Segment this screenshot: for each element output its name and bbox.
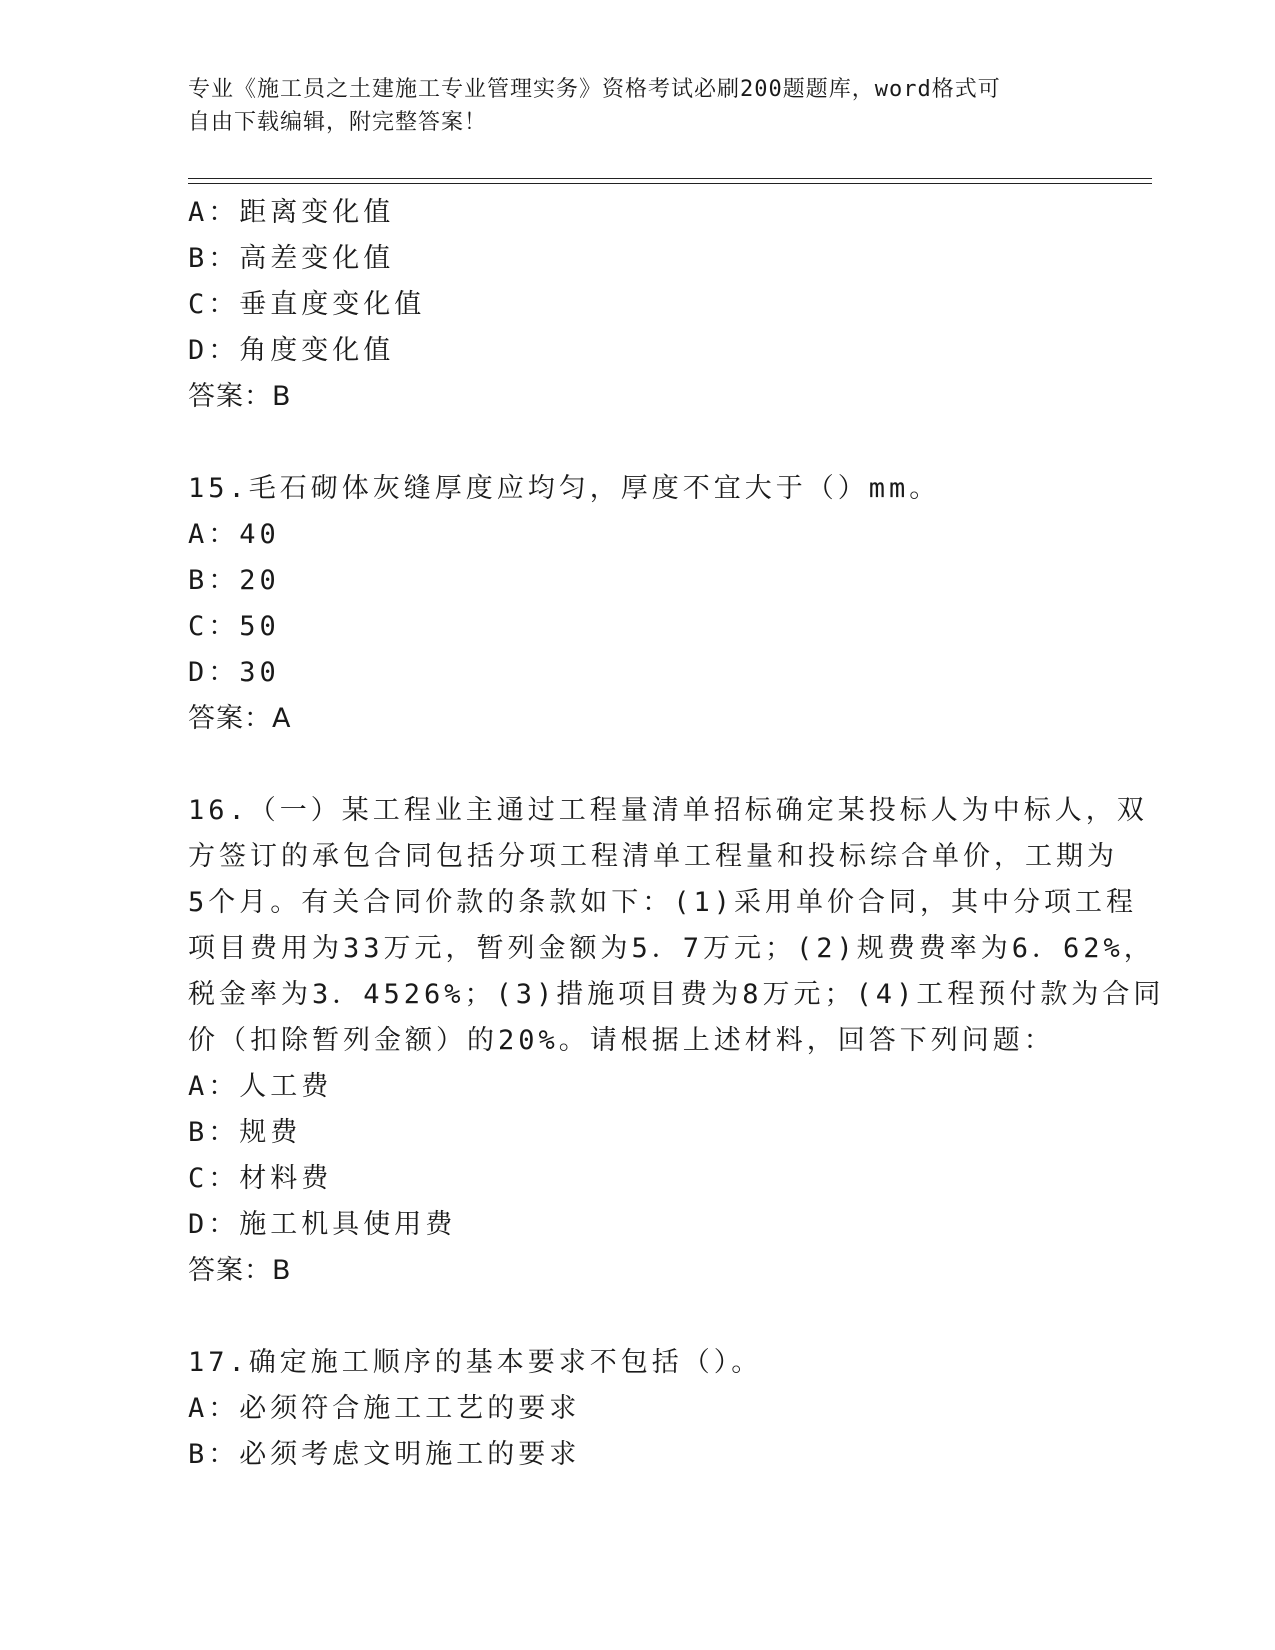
option-c: C：50 <box>188 611 280 642</box>
option-b: B：20 <box>188 565 280 596</box>
answer: 答案：A <box>188 703 292 734</box>
header-divider-bottom <box>188 183 1152 184</box>
stem-line: 价（扣除暂列金额）的20%。请根据上述材料，回答下列问题： <box>188 1025 1055 1056</box>
header-line-2: 自由下载编辑，附完整答案！ <box>188 110 488 135</box>
header-line-1: 专业《施工员之土建施工专业管理实务》资格考试必刷200题题库，word格式可 <box>188 77 1001 102</box>
option-a: A：必须符合施工工艺的要求 <box>188 1393 581 1424</box>
document-header <box>188 73 1088 139</box>
option-c: C：材料费 <box>188 1163 333 1194</box>
stem-line: 16.（一）某工程业主通过工程量清单招标确定某投标人为中标人，双 <box>188 795 1148 826</box>
stem-line: 税金率为3．4526%；(3)措施项目费为8万元；(4)工程预付款为合同 <box>188 979 1165 1010</box>
question-stem <box>188 788 1165 1064</box>
spacer <box>188 742 1088 788</box>
option-c: C：垂直度变化值 <box>188 289 426 320</box>
question-15 <box>188 466 1088 742</box>
question-14 <box>188 190 1088 420</box>
answer: 答案：B <box>188 381 292 412</box>
answer: 答案：B <box>188 1255 292 1286</box>
option-d: D：角度变化值 <box>188 335 395 366</box>
question-stem: 17.确定施工顺序的基本要求不包括（）。 <box>188 1347 763 1378</box>
document-body <box>188 190 1165 1478</box>
question-17 <box>188 1340 1088 1478</box>
option-d: D：施工机具使用费 <box>188 1209 457 1240</box>
stem-line: 方签订的承包合同包括分项工程清单工程量和投标综合单价，工期为 <box>188 841 1118 872</box>
question-16 <box>188 788 1165 1294</box>
stem-line: 项目费用为33万元，暂列金额为5．7万元；(2)规费费率为6．62%， <box>188 933 1155 964</box>
option-a: A：距离变化值 <box>188 197 395 228</box>
option-b: B：规费 <box>188 1117 302 1148</box>
spacer <box>188 1294 1088 1340</box>
option-a: A：人工费 <box>188 1071 333 1102</box>
option-b: B：必须考虑文明施工的要求 <box>188 1439 581 1470</box>
option-d: D：30 <box>188 657 280 688</box>
question-stem: 15.毛石砌体灰缝厚度应均匀，厚度不宜大于（）mm。 <box>188 473 941 504</box>
spacer <box>188 420 1088 466</box>
option-a: A：40 <box>188 519 280 550</box>
option-b: B：高差变化值 <box>188 243 395 274</box>
header-divider-top <box>188 178 1152 179</box>
stem-line: 5个月。有关合同价款的条款如下：(1)采用单价合同，其中分项工程 <box>188 887 1138 918</box>
